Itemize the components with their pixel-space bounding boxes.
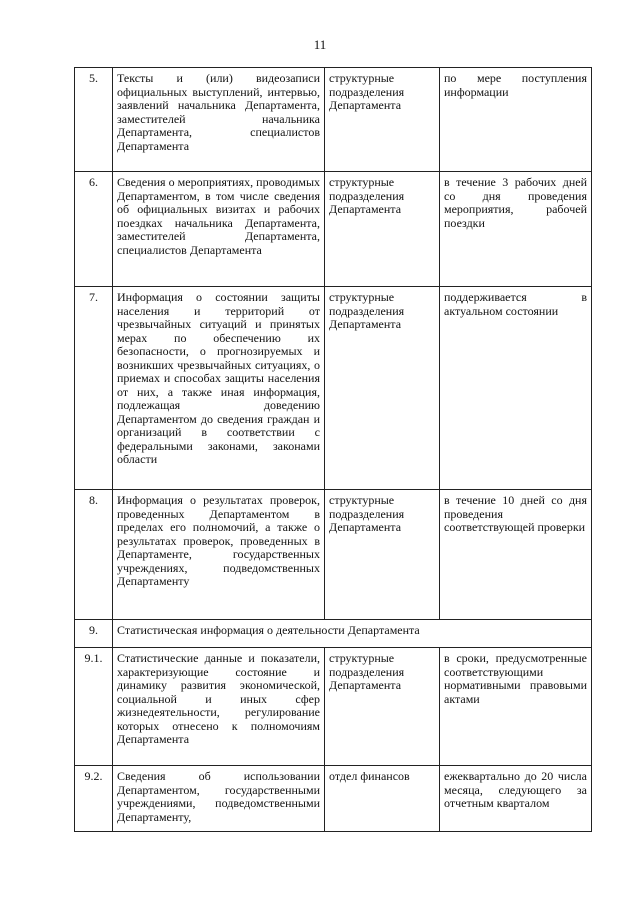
row-number: 7. xyxy=(75,287,113,490)
row-responsible: структурные подразделения Департамента xyxy=(325,648,440,766)
row-responsible: отдел финансов xyxy=(325,766,440,832)
row-responsible: структурные подразделения Департамента xyxy=(325,68,440,172)
table-row xyxy=(75,172,592,287)
table-row xyxy=(75,766,592,832)
row-term: ежеквартально до 20 числа месяца, следующего за отчетным кварталом xyxy=(440,766,592,832)
row-number: 9.2. xyxy=(75,766,113,832)
row-description: Тексты и (или) видеозаписи официальных выступлений, интервью, заявлений начальника Департамента, заместителей начальника Департамента, специалистов Департамента xyxy=(113,68,325,172)
row-number: 6. xyxy=(75,172,113,287)
row-number: 8. xyxy=(75,490,113,620)
table-row xyxy=(75,287,592,490)
row-description: Информация о результатах проверок, проведенных Департаментом в пределах его полномочий, а также о результатах проверок, проведенных в Департаменте, государственных учреждениях, подведомственных Департаменту xyxy=(113,490,325,620)
section-number: 9. xyxy=(75,620,113,648)
row-description: Сведения об использовании Департаментом, государственными учреждениями, подведомственными Департаменту, xyxy=(113,766,325,832)
row-term: в сроки, предусмотренные соответствующими нормативными правовыми актами xyxy=(440,648,592,766)
row-term: поддерживается в актуальном состоянии xyxy=(440,287,592,490)
page-number: 11 xyxy=(313,37,327,52)
row-responsible: структурные подразделения Департамента xyxy=(325,172,440,287)
table-row xyxy=(75,490,592,620)
row-term: в течение 10 дней со дня проведения соответствующей проверки xyxy=(440,490,592,620)
section-title: Статистическая информация о деятельности Департамента xyxy=(113,620,592,648)
row-responsible: структурные подразделения Департамента xyxy=(325,287,440,490)
row-description: Статистические данные и показатели, характеризующие состояние и динамику развития экономической, социальной и иных сфер жизнедеятельности, регулирование которых отнесено к полномочиям Департамента xyxy=(113,648,325,766)
row-term: по мере поступления информации xyxy=(440,68,592,172)
row-description: Сведения о мероприятиях, проводимых Департаментом, в том числе сведения об официальных визитах и рабочих поездках начальника Департамента, заместителей Департамента, специалистов Департамента xyxy=(113,172,325,287)
table-row xyxy=(75,648,592,766)
table-row xyxy=(75,68,592,172)
row-term: в течение 3 рабочих дней со дня проведения мероприятия, рабочей поездки xyxy=(440,172,592,287)
row-description: Информация о состоянии защиты населения и территорий от чрезвычайных ситуаций и принятых мерах по обеспечению их безопасности, о прогнозируемых и возникших чрезвычайных ситуациях, о приемах и способах защиты населения от них, а также иная информация, подлежащая доведению Департаментом до сведения граждан и организаций в соответствии с федеральными законами, законами области xyxy=(113,287,325,490)
row-responsible: структурные подразделения Департамента xyxy=(325,490,440,620)
section-row xyxy=(75,620,592,648)
information-list-table xyxy=(74,67,592,832)
row-number: 9.1. xyxy=(75,648,113,766)
row-number: 5. xyxy=(75,68,113,172)
